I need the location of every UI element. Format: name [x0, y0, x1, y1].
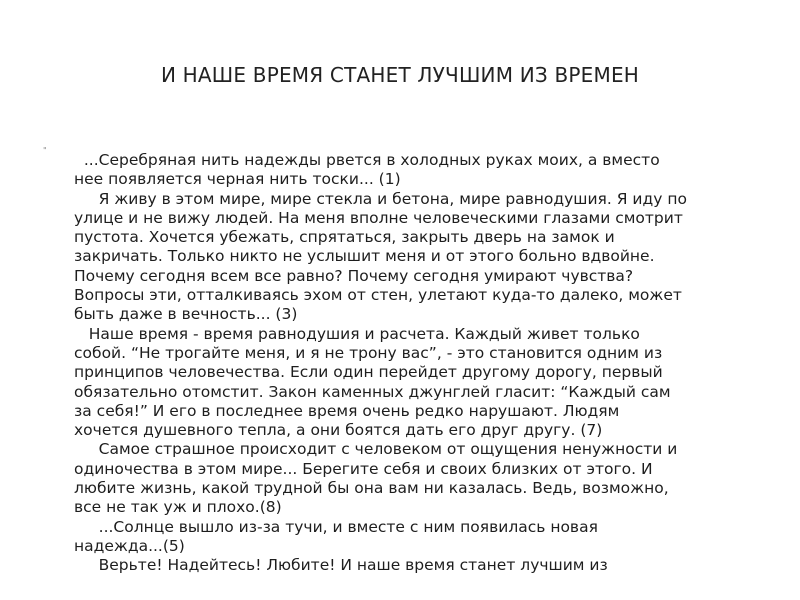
- paragraph-2: Я живу в этом мире, мире стекла и бетона, мире равнодушия. Я иду по улице и не вижу людей. На меня вполне человеческими глазами смотрит пустота. Хочется убежать, спрятаться, закрыть дверь на замок и закричать. Только никто не услышит меня и от этого больно вдвойне. Почему сегодня всем все равно? Почему сегодня умирают чувства? Вопросы эти, отталкиваясь эхом от стен, улетают куда-то далеко, может быть даже в вечность... (3): [74, 189, 687, 324]
- essay-body: [74, 151, 774, 576]
- paragraph-3: Наше время - время равнодушия и расчета. Каждый живет только собой. “Не трогайте меня, и я не трону вас”, - это становится одним из принципов человечества. Если один перейдет другому дорогу, первый обязательно отомстит. Закон каменных джунглей гласит: “Каждый сам за себя!” И его в последнее время очень редко нарушают. Людям хочется душевного тепла, а они боятся дать его друг другу. (7): [74, 324, 671, 440]
- slide-title: И НАШЕ ВРЕМЯ СТАНЕТ ЛУЧШИМ ИЗ ВРЕМЕН: [160, 63, 640, 87]
- paragraph-4: Самое страшное происходит с человеком от ощущения ненужности и одиночества в этом мире... Берегите себя и своих близких от этого. И любите жизнь, какой трудной бы она вам ни казалась. Ведь, возможно, все не так уж и плохо.(8): [74, 440, 678, 517]
- paragraph-1: ...Серебряная нить надежды рвется в холодных руках моих, а вместо нее появляется черная нить тоски... (1): [74, 151, 660, 189]
- bullet-mark: ": [43, 146, 47, 155]
- paragraph-5: ...Солнце вышло из-за тучи, и вместе с ним появилась новая надежда...(5): [74, 517, 598, 555]
- paragraph-6: Верьте! Надейтесь! Любите! И наше время станет лучшим из: [74, 556, 608, 575]
